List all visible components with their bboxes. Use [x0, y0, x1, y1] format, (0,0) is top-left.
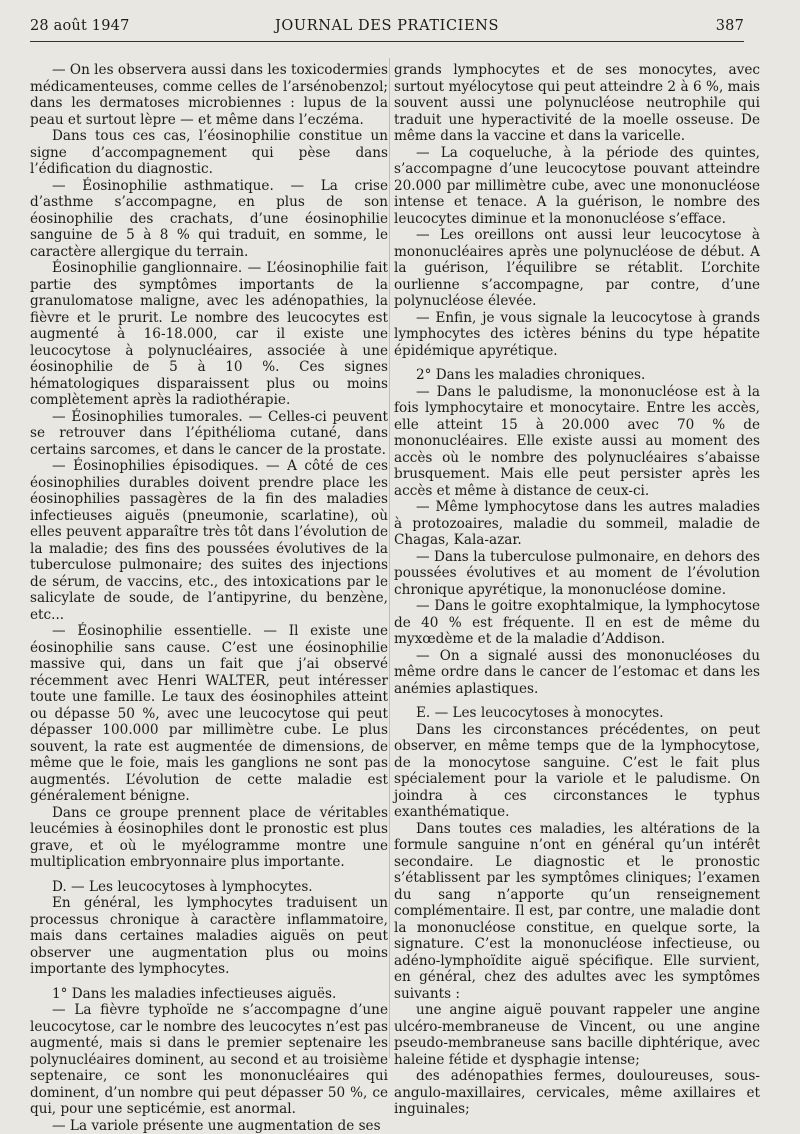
paragraph: — La variole présente une augmentation de ses [30, 1118, 388, 1134]
paragraph: — Même lymphocytose dans les autres maladies à protozoaires, maladie du sommeil, maladie de Chagas, Kala-azar. [394, 499, 760, 549]
right-column [394, 62, 760, 1118]
paragraph: — Dans la tuberculose pulmonaire, en dehors des poussées évolutives et au moment de l’évolution chronique apyrétique, la mononucléose domine. [394, 549, 760, 599]
paragraph: Dans tous ces cas, l’éosinophilie constitue un signe d’accompagnement qui pèse dans l’édification du diagnostic. [30, 128, 388, 178]
paragraph: — Éosinophilie essentielle. — Il existe une éosinophilie sans cause. C’est une éosinophilie massive qui, dans un fait que j’ai observé récemment avec Henri WALTER, peut intéresser toute une famille. Le taux des éosinophiles atteint ou dépasse 50 %, avec une leucocytose qui peut dépasser 100.000 par millimètre cube. Le plus souvent, la rate est augmentée de dimensions, de même que le foie, mais les ganglions ne sont pas augmentés. L’évolution de cette maladie est généralement bénigne. [30, 623, 388, 805]
column-divider [389, 58, 390, 1058]
page-number: 387 [716, 18, 744, 34]
paragraph: En général, les lymphocytes traduisent un processus chronique à caractère inflammatoire, mais dans certaines maladies aiguës on peut observer une augmentation plus ou moins importante des lymphocytes. [30, 895, 388, 978]
subsection-heading: 1° Dans les maladies infectieuses aiguës. [30, 986, 388, 1003]
page-header [30, 18, 744, 40]
paragraph: — Éosinophilie asthmatique. — La crise d’asthme s’accompagne, en plus de son éosinophilie des crachats, d’une éosinophilie sanguine de 5 à 8 % qui traduit, en somme, le caractère allergique du terrain. [30, 178, 388, 261]
paragraph: Dans les circonstances précédentes, on peut observer, en même temps que de la lymphocytose, de la monocytose sanguine. C’est le fait plus spécialement pour la variole et le paludisme. On joindra à ces circonstances le typhus exanthématique. [394, 722, 760, 821]
paragraph: — Éosinophilies tumorales. — Celles-ci peuvent se retrouver dans l’épithélioma cutané, dans certains sarcomes, et dans le cancer de la prostate. [30, 409, 388, 459]
section-heading: E. — Les leucocytoses à monocytes. [394, 705, 760, 722]
paragraph: — Éosinophilies épisodiques. — A côté de ces éosinophilies durables doivent prendre place les éosinophilies passagères de la fin des maladies infectieuses aiguës (pneumonie, scarlatine), où elles peuvent apparaître très tôt dans l’évolution de la maladie; des fins des poussées évolutives de la tuberculose pulmonaire; des suites des injections de sérum, de vaccins, etc., des intoxications par le salicylate de soude, de l’antipyrine, du benzène, etc... [30, 458, 388, 623]
paragraph: — On les observera aussi dans les toxicodermies médicamenteuses, comme celles de l’arsénobenzol; dans les dermatoses microbiennes : lupus de la peau et surtout lèpre — et même dans l’eczéma. [30, 62, 388, 128]
header-rule [30, 41, 744, 42]
paragraph: — Dans le goitre exophtalmique, la lymphocytose de 40 % est fréquente. Il en est de même du myxœdème et de la maladie d’Addison. [394, 598, 760, 648]
paragraph: Dans toutes ces maladies, les altérations de la formule sanguine n’ont en général qu’un intérêt secondaire. Le diagnostic et le pronostic s’établissent par les symptômes cliniques; l’examen du sang n’apporte qu’un renseignement complémentaire. Il est, par contre, une maladie dont la mononucléose constitue, en quelque sorte, la signature. C’est la mononucléose infectieuse, ou adéno-lymphoïdite aiguë spécifique. Elle survient, en général, chez des adultes avec les symptômes suivants : [394, 821, 760, 1003]
left-column [30, 62, 388, 1134]
paragraph: grands lymphocytes et de ses monocytes, avec surtout myélocytose qui peut atteindre 2 à 6 %, mais souvent aussi une polynucléose neutrophile qui traduit une hyperactivité de la moelle osseuse. De même dans la vaccine et dans la varicelle. [394, 62, 760, 145]
paragraph: Éosinophilie ganglionnaire. — L’éosinophilie fait partie des symptômes importants de la granulomatose maligne, avec les adénopathies, la fièvre et le prurit. Le nombre des leucocytes est augmenté à 16-18.000, car il existe une leucocytose à polynucléaires, associée à une éosinophilie de 5 à 10 %. Ces signes hématologiques disparaissent plus ou moins complètement après la radiothérapie. [30, 260, 388, 409]
section-heading: D. — Les leucocytoses à lymphocytes. [30, 879, 388, 896]
paragraph: des adénopathies fermes, douloureuses, sous-angulo-maxillaires, cervicales, même axillaires et inguinales; [394, 1068, 760, 1118]
paragraph: — On a signalé aussi des mononucléoses du même ordre dans le cancer de l’estomac et dans les anémies aplastiques. [394, 648, 760, 698]
paragraph: — Enfin, je vous signale la leucocytose à grands lymphocytes des ictères bénins du type hépatite épidémique apyrétique. [394, 310, 760, 360]
issue-date: 28 août 1947 [30, 18, 130, 34]
paragraph: — Les oreillons ont aussi leur leucocytose à mononucléaires après une polynucléose de début. A la guérison, l’équilibre se rétablit. L’orchite ourlienne s’accompagne, par contre, d’une polynucléose élevée. [394, 227, 760, 310]
paragraph: — La coqueluche, à la période des quintes, s’accompagne d’une leucocytose pouvant atteindre 20.000 par millimètre cube, avec une mononucléose intense et tenace. A la guérison, le nombre des leucocytes diminue et la mononucléose s’efface. [394, 145, 760, 228]
subsection-heading: 2° Dans les maladies chroniques. [394, 367, 760, 384]
paragraph: Dans ce groupe prennent place de véritables leucémies à éosinophiles dont le pronostic est plus grave, et où le myélogramme montre une multiplication embryonnaire plus importante. [30, 805, 388, 871]
paragraph: — La fièvre typhoïde ne s’accompagne d’une leucocytose, car le nombre des leucocytes n’est pas augmenté, mais si dans le premier septenaire les polynucléaires dominent, au second et au troisième septenaire, ce sont les mononucléaires qui dominent, d’un nombre qui peut dépasser 50 %, ce qui, pour une septicémie, est anormal. [30, 1002, 388, 1118]
journal-title: JOURNAL DES PRATICIENS [30, 18, 744, 34]
paragraph: — Dans le paludisme, la mononucléose est à la fois lymphocytaire et monocytaire. Entre les accès, elle atteint 15 à 20.000 avec 70 % de mononucléaires. Elle existe aussi au moment des accès où le nombre des polynucléaires s’abaisse brusquement. Mais elle peut persister après les accès et même à distance de ceux-ci. [394, 384, 760, 500]
paragraph: une angine aiguë pouvant rappeler une angine ulcéro-membraneuse de Vincent, ou une angine pseudo-membraneuse sans bacille diphtérique, avec haleine fétide et dysphagie intense; [394, 1002, 760, 1068]
